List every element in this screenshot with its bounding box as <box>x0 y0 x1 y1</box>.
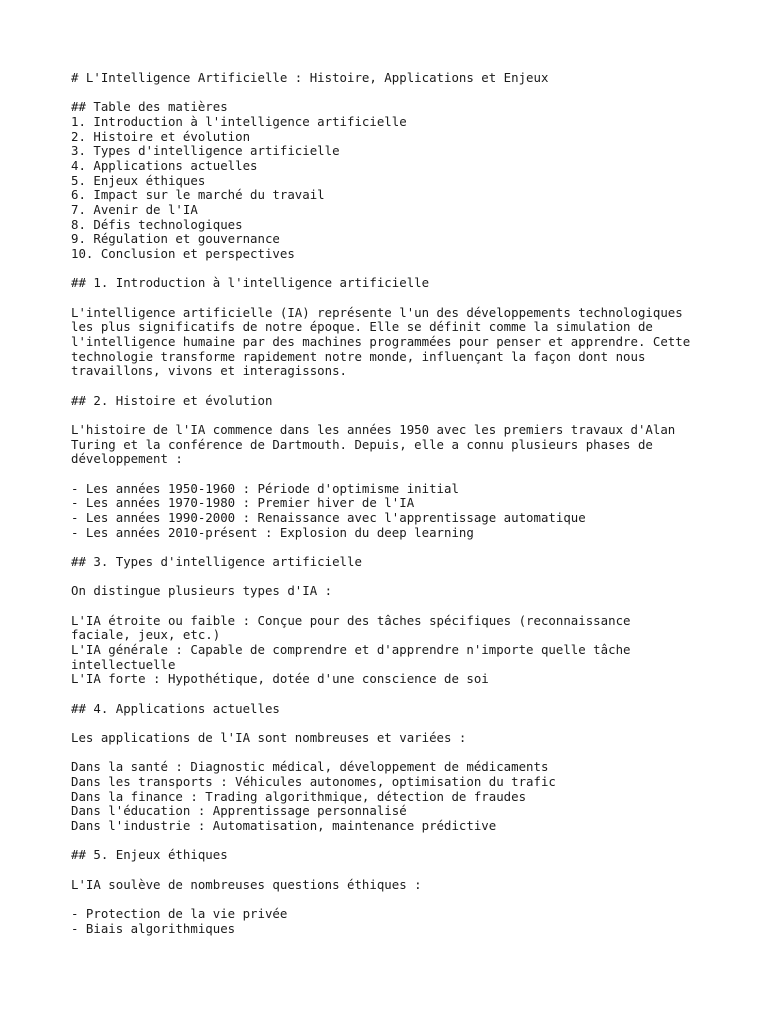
text-line: Dans les transports : Véhicules autonomes, optimisation du trafic <box>71 774 556 790</box>
text-line: faciale, jeux, etc.) <box>71 627 221 643</box>
blank-line <box>71 892 731 907</box>
blank-line <box>71 863 731 878</box>
text-line: intellectuelle <box>71 656 176 672</box>
blank-line <box>71 379 731 394</box>
text-line: développement : <box>71 451 183 467</box>
document-title: # L'Intelligence Artificielle : Histoire, Applications et Enjeux <box>71 70 549 85</box>
blank-line <box>71 716 731 731</box>
text-line: On distingue plusieurs types d'IA : <box>71 583 333 599</box>
blank-line <box>71 540 731 555</box>
text-line: travaillons, vivons et interagissons. <box>71 363 348 379</box>
blank-line <box>71 467 731 482</box>
section-heading: ## 5. Enjeux éthiques <box>71 847 228 863</box>
blank-line <box>71 834 731 849</box>
blank-line <box>71 687 731 702</box>
section-heading: ## 2. Histoire et évolution <box>71 392 273 408</box>
text-line: L'IA forte : Hypothétique, dotée d'une conscience de soi <box>71 671 489 687</box>
text-line: Dans l'éducation : Apprentissage personnalisé <box>71 803 407 819</box>
toc-item: 9. Régulation et gouvernance <box>71 231 280 247</box>
text-line: L'histoire de l'IA commence dans les années 1950 avec les premiers travaux d'Alan <box>71 422 676 438</box>
toc-item: 8. Défis technologiques <box>71 216 243 232</box>
text-line: les plus significatifs de notre époque. Elle se définit comme la simulation de <box>71 319 653 335</box>
blank-line <box>71 599 731 614</box>
bullet-item: - Les années 1970-1980 : Premier hiver de l'IA <box>71 495 415 511</box>
toc-item: 5. Enjeux éthiques <box>71 172 206 188</box>
text-line: Dans la santé : Diagnostic médical, développement de médicaments <box>71 759 549 775</box>
blank-line <box>71 408 731 423</box>
bullet-item: - Les années 1990-2000 : Renaissance avec l'apprentissage automatique <box>71 510 586 526</box>
text-line: Dans la finance : Trading algorithmique, détection de fraudes <box>71 788 527 804</box>
toc-item: 7. Avenir de l'IA <box>71 202 198 218</box>
blank-line <box>71 291 731 306</box>
bullet-item: - Les années 1950-1960 : Période d'optimisme initial <box>71 480 459 496</box>
section-heading: ## 3. Types d'intelligence artificielle <box>71 554 362 570</box>
text-line: L'intelligence artificielle (IA) représente l'un des développements technologiques <box>71 304 683 320</box>
blank-line <box>71 570 731 585</box>
section-heading: ## 4. Applications actuelles <box>71 700 280 716</box>
blank-line <box>71 746 731 761</box>
text-line: L'IA générale : Capable de comprendre et d'apprendre n'importe quelle tâche <box>71 642 631 658</box>
blank-line <box>71 86 731 101</box>
toc-item: 1. Introduction à l'intelligence artificielle <box>71 114 407 129</box>
text-line: technologie transforme rapidement notre monde, influençant la façon dont nous <box>71 348 646 364</box>
text-line: Turing et la conférence de Dartmouth. Depuis, elle a connu plusieurs phases de <box>71 436 653 452</box>
bullet-item: - Biais algorithmiques <box>71 920 236 936</box>
text-line: Dans l'industrie : Automatisation, maintenance prédictive <box>71 818 497 834</box>
text-line: Les applications de l'IA sont nombreuses et variées : <box>71 730 467 746</box>
section-heading: ## Table des matières <box>71 99 228 115</box>
toc-item: 10. Conclusion et perspectives <box>71 246 295 262</box>
document-body <box>71 71 731 936</box>
text-line: l'intelligence humaine par des machines programmées pour penser et apprendre. Cette <box>71 334 691 350</box>
bullet-item: - Les années 2010-présent : Explosion du deep learning <box>71 524 474 540</box>
text-line: L'IA soulève de nombreuses questions éthiques : <box>71 876 422 892</box>
toc-item: 3. Types d'intelligence artificielle <box>71 143 340 159</box>
toc-item: 4. Applications actuelles <box>71 158 258 174</box>
bullet-item: - Protection de la vie privée <box>71 906 288 922</box>
text-line: L'IA étroite ou faible : Conçue pour des tâches spécifiques (reconnaissance <box>71 612 631 628</box>
section-heading: ## 1. Introduction à l'intelligence artificielle <box>71 275 430 291</box>
blank-line <box>71 262 731 277</box>
toc-item: 2. Histoire et évolution <box>71 128 251 144</box>
toc-item: 6. Impact sur le marché du travail <box>71 187 325 203</box>
